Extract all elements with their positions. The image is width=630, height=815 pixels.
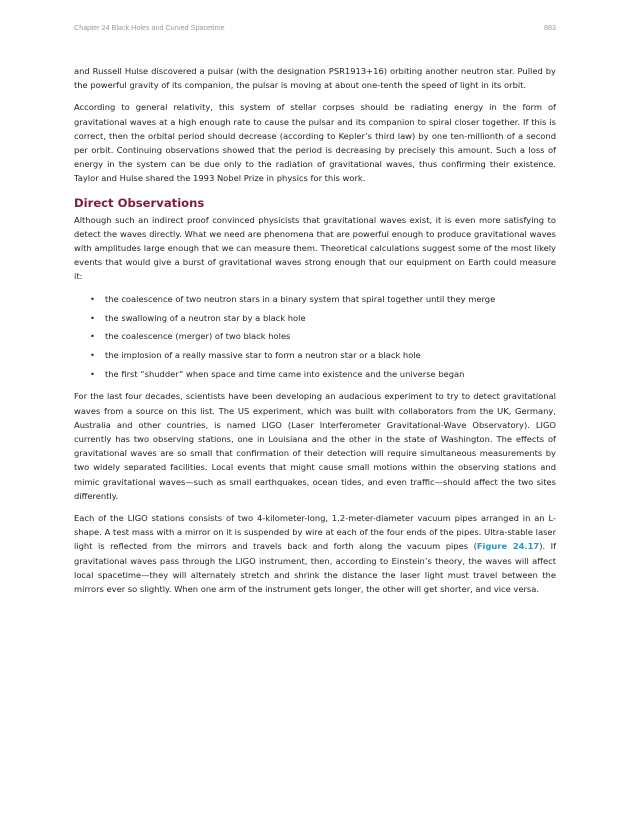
bullet-icon: •: [90, 331, 95, 342]
paragraph-general-relativity: According to general relativity, this system of stellar corpses should be radiating energy in the form of gravitational waves at a high enough rate to cause the pulsar and its companion to spiral closer together. If this is correct, then the orbital period should decrease (according to Kepler’s third law) by one ten-millionth of a second per orbit. Continuing observations showed that the period is decreasing by precisely this amount. Such a loss of energy in the system can be due only to the radiation of gravitational waves, thus confirming their existence. Taylor and Hulse shared the 1993 Nobel Prize in physics for this work.: [74, 102, 556, 184]
bullet-icon: •: [90, 369, 95, 380]
list-item-text: the coalescence of two neutron stars in a binary system that spiral together until they merge: [105, 293, 496, 304]
figure-24-17-link[interactable]: Figure 24.17: [476, 541, 540, 552]
bullet-icon: •: [90, 293, 95, 304]
paragraph-ligo-experiment: For the last four decades, scientists have been developing an audacious experiment to try to detect gravitational waves from a source on this list. The US experiment, which was built with collaborators from the UK, Germany, Australia and other countries, is named LIGO (Laser Interferometer Gravitational-Wave Observatory). LIGO currently has two observing stations, one in Louisiana and the other in the state of Washington. The effects of gravitational waves are so small that confirmation of their detection will require simultaneous measurements by two widely separated facilities. Local events that might cause small motions within the observing stations and mimic gravitational waves—such as small earthquakes, ocean tides, and even traffic—should affect the two sites differently.: [74, 391, 556, 501]
list-item-text: the coalescence (merger) of two black holes: [105, 331, 291, 342]
list-item: [74, 348, 556, 362]
bullet-icon: •: [90, 350, 95, 361]
page-number: 883: [544, 23, 556, 32]
running-header: [74, 23, 556, 35]
list-item: [74, 292, 556, 306]
paragraph-direct-observation-intro: Although such an indirect proof convinced physicists that gravitational waves exist, it is even more satisfying to detect the waves directly. What we need are phenomena that are powerful enough to produce gravitational waves with amplitudes large enough that we can measure them. Theoretical calculations suggest some of the most likely events that would give a burst of gravitational waves strong enough that our equipment on Earth could measure it:: [74, 214, 556, 282]
list-item: [74, 367, 556, 381]
chapter-title: Chapter 24 Black Holes and Curved Spacetime: [74, 23, 225, 32]
paragraph-text-before-link: Each of the LIGO stations consists of two 4-kilometer-long, 1.2-meter-diameter vacuum pipes arranged in an L-shape. A test mass with a mirror on it is suspended by wire at each of the four ends of the pipes. Ultra-stable laser light is reflected from the mirrors and travels back and forth along the vacuum pipes (: [74, 513, 556, 552]
section-heading: Direct Observations: [74, 195, 205, 210]
list-item: [74, 329, 556, 343]
list-item-text: the first “shudder” when space and time came into existence and the universe began: [105, 369, 465, 380]
paragraph-pulsar-discovery: and Russell Hulse discovered a pulsar (with the designation PSR1913+16) orbiting another neutron star. Pulled by the powerful gravity of its companion, the pulsar is moving at about one-tenth the speed of light in its orbit.: [74, 66, 556, 91]
list-item-text: the implosion of a really massive star to form a neutron star or a black hole: [105, 350, 421, 361]
paragraph-text-after-link: ). If gravitational waves pass through the LIGO instrument, then, according to Einstein’s theory, the waves will affect local spacetime—they will alternately stretch and shrink the distance the laser light must travel between the mirrors ever so slightly. When one arm of the instrument gets longer, the other will get shorter, and vice versa.: [74, 541, 557, 595]
list-item: [74, 311, 556, 325]
paragraph-ligo-stations: [74, 511, 556, 596]
event-list: [74, 292, 556, 382]
main-content: [74, 64, 556, 604]
list-item-text: the swallowing of a neutron star by a black hole: [105, 312, 306, 323]
bullet-icon: •: [90, 312, 95, 323]
